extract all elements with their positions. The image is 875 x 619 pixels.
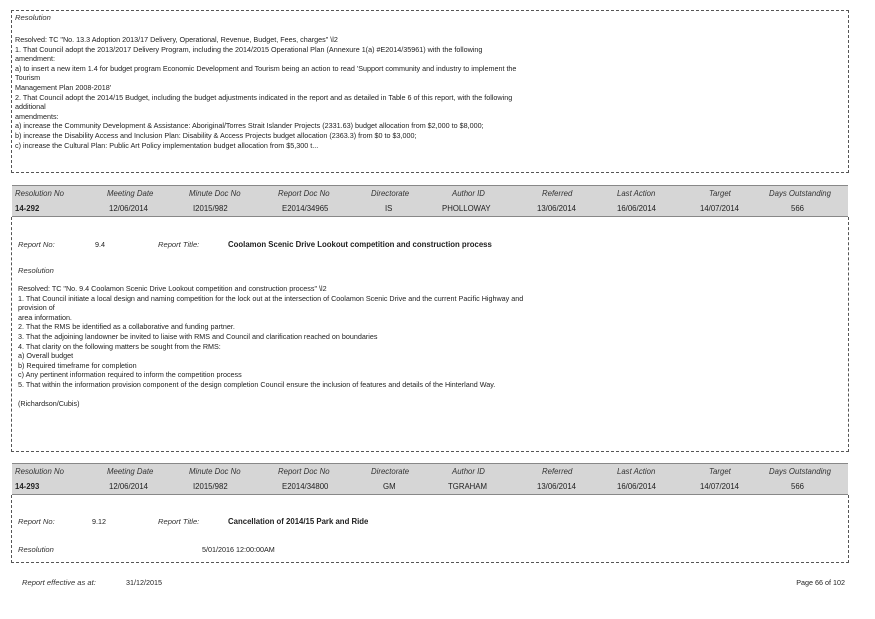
directorate: GM bbox=[383, 482, 396, 491]
col-directorate: Directorate bbox=[371, 189, 410, 198]
col-minute-doc-no: Minute Doc No bbox=[189, 467, 241, 476]
resolution-line: c) increase the Cultural Plan: Public Art Policy implementation budget allocation from $5,300 t... bbox=[15, 140, 319, 150]
report-title-label: Report Title: bbox=[158, 240, 200, 249]
col-meeting-date: Meeting Date bbox=[107, 189, 154, 198]
resolution-line: b) increase the Disability Access and Inclusion Plan: Disability & Access Projects budget allocation (2363.3) from $0 to $3,000; bbox=[15, 130, 417, 140]
resolution-label: Resolution bbox=[15, 13, 51, 22]
resolution-line: Management Plan 2008-2018' bbox=[15, 82, 112, 92]
directorate: IS bbox=[385, 204, 393, 213]
report-doc-no: E2014/34965 bbox=[282, 204, 329, 213]
resolution-line: a) increase the Community Development & Assistance: Aboriginal/Torres Strait Islander Projects (2331.63) budget allocation from $2,000 to $8,000; bbox=[15, 121, 484, 131]
referred: 13/06/2014 bbox=[537, 482, 577, 491]
report-effective-label: Report effective as at: bbox=[22, 578, 96, 587]
minute-doc-no: I2015/982 bbox=[193, 204, 228, 213]
referred: 13/06/2014 bbox=[537, 204, 577, 213]
resolution-line: 1. That Council adopt the 2013/2017 Delivery Program, including the 2014/2015 Operational Plan (Annexure 1(a) #E2014/35961) with the following bbox=[15, 44, 483, 54]
col-resolution-no: Resolution No bbox=[15, 467, 64, 476]
report-no-label: Report No: bbox=[18, 517, 55, 526]
record-header-14-292 bbox=[12, 185, 848, 217]
record-body-14-293 bbox=[11, 495, 849, 563]
col-last-action: Last Action bbox=[617, 189, 656, 198]
resolution-line: Tourism bbox=[15, 73, 41, 83]
author-id: TGRAHAM bbox=[448, 482, 487, 491]
meeting-date: 12/06/2014 bbox=[109, 482, 149, 491]
report-title: Coolamon Scenic Drive Lookout competition and construction process bbox=[228, 240, 492, 249]
col-author-id: Author ID bbox=[452, 467, 485, 476]
resolution-line: 1. That Council initiate a local design and naming competition for the lock out at the intersection of Coolamon Scenic Drive and the current Pacific Highway and bbox=[18, 293, 524, 303]
col-minute-doc-no: Minute Doc No bbox=[189, 189, 241, 198]
report-title: Cancellation of 2014/15 Park and Ride bbox=[228, 517, 369, 526]
resolution-label: Resolution bbox=[18, 545, 54, 554]
days-outstanding: 566 bbox=[791, 204, 805, 213]
col-days-outstanding: Days Outstanding bbox=[769, 467, 831, 476]
col-directorate: Directorate bbox=[371, 467, 410, 476]
resolution-line: area information. bbox=[18, 312, 72, 322]
resolution-line: c) Any pertinent information required to inform the competition process bbox=[18, 370, 242, 380]
resolution-line: provision of bbox=[18, 303, 55, 313]
days-outstanding: 566 bbox=[791, 482, 805, 491]
resolution-text bbox=[18, 284, 523, 409]
resolution-line: Resolved: TC "No. 13.3 Adoption 2013/17 Delivery, Operational, Revenue, Budget, Fees, charges" \l2 bbox=[15, 35, 338, 44]
col-target: Target bbox=[709, 467, 731, 476]
report-doc-no: E2014/34800 bbox=[282, 482, 329, 491]
resolution-line: 2. That the RMS be identified as a collaborative and funding partner. bbox=[18, 322, 235, 332]
resolution-line: 3. That the adjoining landowner be invited to liaise with RMS and Council and clarification reached on boundaries bbox=[18, 331, 378, 341]
col-meeting-date: Meeting Date bbox=[107, 467, 154, 476]
author-id: PHOLLOWAY bbox=[442, 204, 491, 213]
resolution-label: Resolution bbox=[18, 266, 54, 275]
resolution-line: amendment: bbox=[15, 54, 55, 64]
resolution-line: a) to insert a new item 1.4 for budget program Economic Development and Tourism being an action to read 'Support community and industry to implement the bbox=[15, 63, 517, 73]
resolution-date: 5/01/2016 12:00:00AM bbox=[202, 545, 275, 554]
record-header-14-293 bbox=[12, 463, 848, 495]
last-action: 16/06/2014 bbox=[617, 482, 657, 491]
report-no: 9.4 bbox=[95, 240, 105, 249]
report-title-label: Report Title: bbox=[158, 517, 200, 526]
last-action: 16/06/2014 bbox=[617, 204, 657, 213]
col-last-action: Last Action bbox=[617, 467, 656, 476]
resolution-line: additional bbox=[15, 102, 46, 112]
target: 14/07/2014 bbox=[700, 482, 740, 491]
resolution-text bbox=[15, 35, 516, 150]
resolution-line: 2. That Council adopt the 2014/15 Budget, including the budget adjustments indicated in the report and as detailed in Table 6 of this report, with the following bbox=[15, 92, 513, 102]
page-number: Page 66 of 102 bbox=[796, 578, 845, 587]
col-report-doc-no: Report Doc No bbox=[278, 467, 330, 476]
col-target: Target bbox=[709, 189, 731, 198]
col-referred: Referred bbox=[542, 467, 573, 476]
top-resolution-box bbox=[11, 10, 849, 173]
minute-doc-no: I2015/982 bbox=[193, 482, 228, 491]
resolution-line bbox=[18, 390, 523, 400]
target: 14/07/2014 bbox=[700, 204, 740, 213]
resolution-line: b) Required timeframe for completion bbox=[18, 360, 137, 370]
col-referred: Referred bbox=[542, 189, 573, 198]
report-no-label: Report No: bbox=[18, 240, 55, 249]
col-report-doc-no: Report Doc No bbox=[278, 189, 330, 198]
resolution-no: 14-292 bbox=[15, 204, 40, 213]
resolution-line: a) Overall budget bbox=[18, 351, 74, 361]
col-resolution-no: Resolution No bbox=[15, 189, 64, 198]
report-effective-date: 31/12/2015 bbox=[126, 578, 162, 587]
record-body-14-292 bbox=[11, 217, 849, 452]
resolution-line: Resolved: TC "No. 9.4 Coolamon Scenic Drive Lookout competition and construction process" \l2 bbox=[18, 284, 327, 293]
col-author-id: Author ID bbox=[452, 189, 485, 198]
resolution-no: 14-293 bbox=[15, 482, 40, 491]
resolution-line: (Richardson/Cubis) bbox=[18, 399, 80, 409]
meeting-date: 12/06/2014 bbox=[109, 204, 149, 213]
report-no: 9.12 bbox=[92, 517, 106, 526]
resolution-line: 5. That within the information provision component of the design completion Council ensure the inclusion of features and details of the Hinterland Way. bbox=[18, 379, 496, 389]
resolution-line: amendments: bbox=[15, 111, 59, 121]
resolution-line: 4. That clarity on the following matters be sought from the RMS: bbox=[18, 341, 221, 351]
col-days-outstanding: Days Outstanding bbox=[769, 189, 831, 198]
